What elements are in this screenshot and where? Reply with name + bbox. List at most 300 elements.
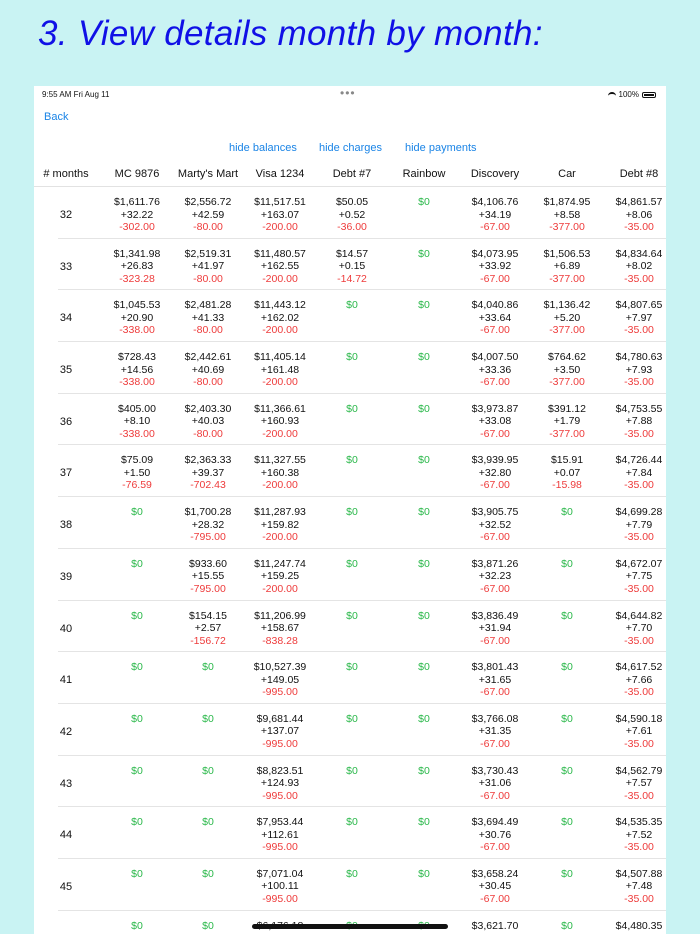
charge-value: +31.65: [478, 673, 512, 686]
zero-balance: $0: [202, 816, 214, 829]
table-row[interactable]: [34, 704, 666, 756]
account-cell: [604, 351, 666, 389]
payment-value: -200.00: [262, 427, 298, 440]
column-header: Car: [558, 168, 576, 180]
account-cell: [173, 920, 243, 933]
table-row[interactable]: [34, 445, 666, 497]
zero-balance: $0: [418, 402, 430, 415]
account-cell: [317, 558, 387, 571]
account-cell: [604, 765, 666, 803]
account-cell: [389, 558, 459, 571]
account-cell: [460, 351, 530, 389]
payment-value: -76.59: [122, 479, 152, 492]
table-row[interactable]: [34, 652, 666, 704]
charge-value: +7.84: [625, 466, 653, 479]
payment-value: -377.00: [549, 221, 585, 233]
zero-balance: $0: [418, 712, 430, 725]
account-cell: [245, 196, 315, 234]
account-cell: [245, 506, 315, 544]
payment-value: -35.00: [624, 221, 654, 233]
payment-value: -67.00: [480, 376, 510, 389]
table-row[interactable]: [34, 756, 666, 808]
account-cell: [102, 454, 172, 492]
account-cell: [173, 506, 243, 544]
balance-value: $3,621.70: [471, 919, 519, 932]
charge-value: +7.70: [625, 622, 653, 634]
payment-value: -67.00: [480, 427, 510, 440]
account-cell: [317, 196, 387, 234]
charge-value: +158.67: [260, 622, 300, 634]
account-cell: [389, 816, 459, 829]
account-cell: [532, 765, 602, 778]
month-number: 39: [59, 570, 73, 583]
balance-value: $3,939.95: [471, 454, 519, 467]
payment-value: -995.00: [262, 892, 298, 905]
charge-value: +7.52: [625, 828, 653, 841]
month-number: 33: [59, 260, 73, 273]
account-cell: [532, 661, 602, 674]
balance-value: $4,672.07: [615, 557, 663, 570]
charge-value: +40.03: [191, 415, 225, 428]
balance-value: $50.05: [335, 196, 369, 208]
account-cell: [604, 610, 666, 648]
table-row[interactable]: [34, 807, 666, 859]
month-number: 38: [59, 519, 73, 532]
account-cell: [389, 610, 459, 623]
charge-value: +7.57: [625, 777, 653, 790]
account-cell: [317, 403, 387, 416]
payment-value: -35.00: [624, 686, 654, 699]
payment-value: -67.00: [480, 324, 510, 337]
account-cell: [317, 816, 387, 829]
month-table: [34, 162, 666, 934]
account-cell: [460, 248, 530, 286]
account-cell: [173, 351, 243, 389]
charge-value: +31.94: [478, 622, 512, 634]
account-cell: [317, 661, 387, 674]
charge-value: +7.66: [625, 673, 653, 686]
balance-value: $933.60: [189, 557, 227, 570]
charge-value: +33.64: [478, 311, 512, 324]
account-cell: [317, 610, 387, 623]
column-header: Visa 1234: [255, 168, 305, 180]
back-button[interactable]: Back: [44, 111, 69, 123]
balance-value: $4,562.79: [615, 764, 663, 777]
account-cell: [460, 765, 530, 803]
zero-balance: $0: [131, 661, 143, 674]
charge-value: +7.97: [625, 311, 653, 324]
column-header: # months: [43, 168, 89, 180]
account-cell: [102, 816, 172, 829]
account-cell: [604, 196, 666, 234]
table-row[interactable]: [34, 239, 666, 291]
account-cell: [604, 713, 666, 751]
payment-value: -67.00: [480, 841, 510, 854]
account-cell: [317, 248, 387, 286]
account-cell: [460, 403, 530, 441]
account-cell: [245, 765, 315, 803]
zero-balance: $0: [131, 816, 143, 829]
table-row[interactable]: [34, 859, 666, 911]
account-cell: [173, 196, 243, 234]
zero-balance: $0: [561, 867, 573, 880]
account-cell: [317, 713, 387, 726]
charge-value: +7.61: [625, 725, 653, 738]
charge-value: +100.11: [261, 880, 299, 893]
zero-balance: $0: [346, 506, 358, 519]
balance-value: $764.62: [548, 351, 586, 364]
account-cell: [460, 610, 530, 648]
month-number: 43: [59, 777, 73, 790]
zero-balance: $0: [418, 816, 430, 829]
balance-value: $4,040.86: [471, 299, 519, 312]
account-cell: [317, 454, 387, 467]
payment-value: -35.00: [624, 427, 654, 440]
payment-value: -200.00: [262, 582, 298, 595]
balance-value: $11,247.74: [254, 557, 306, 570]
payment-value: -35.00: [624, 531, 654, 544]
charge-value: +1.79: [553, 415, 581, 428]
account-cell: [604, 299, 666, 337]
charge-value: +7.88: [625, 415, 653, 428]
zero-balance: $0: [418, 196, 430, 208]
hide-payments-button[interactable]: hide payments: [405, 142, 477, 154]
account-cell: [532, 196, 602, 234]
account-cell: [532, 610, 602, 623]
payment-value: -995.00: [262, 841, 298, 854]
charge-value: +40.69: [191, 363, 225, 376]
account-cell: [317, 765, 387, 778]
payment-value: -35.00: [624, 324, 654, 337]
account-cell: [317, 299, 387, 312]
account-cell: [604, 661, 666, 699]
charge-value: +161.48: [260, 363, 300, 376]
ipad-screen: [34, 86, 666, 934]
charge-value: +8.06: [625, 208, 653, 221]
table-row[interactable]: [34, 394, 666, 446]
account-cell: [389, 765, 459, 778]
charge-value: +162.55: [260, 260, 300, 273]
account-cell: [389, 454, 459, 467]
payment-value: -200.00: [262, 324, 298, 337]
account-cell: [532, 558, 602, 571]
account-cell: [245, 816, 315, 854]
balance-value: $7,071.04: [256, 867, 304, 880]
account-cell: [245, 558, 315, 596]
account-cell: [102, 299, 172, 337]
payment-value: -338.00: [119, 427, 155, 440]
zero-balance: $0: [346, 402, 358, 415]
account-cell: [460, 454, 530, 492]
account-cell: [604, 248, 666, 286]
account-cell: [173, 661, 243, 674]
balance-value: $9,681.44: [256, 712, 304, 725]
account-cell: [102, 868, 172, 881]
balance-value: $1,341.98: [113, 247, 161, 260]
account-cell: [245, 713, 315, 751]
zero-balance: $0: [346, 609, 358, 622]
payment-value: -377.00: [549, 324, 585, 337]
account-cell: [604, 506, 666, 544]
account-cell: [460, 196, 530, 234]
balance-value: $1,136.42: [543, 299, 591, 312]
account-cell: [102, 558, 172, 571]
column-header: MC 9876: [114, 168, 160, 180]
account-cell: [532, 403, 602, 441]
charge-value: +31.06: [478, 777, 512, 790]
account-cell: [245, 351, 315, 389]
account-cell: [532, 248, 602, 286]
account-cell: [389, 299, 459, 312]
balance-value: $2,556.72: [184, 196, 232, 208]
charge-value: +5.20: [553, 311, 581, 324]
balance-value: $3,973.87: [471, 402, 519, 415]
balance-value: $75.09: [120, 454, 154, 467]
payment-value: -338.00: [119, 376, 155, 389]
zero-balance: $0: [131, 712, 143, 725]
account-cell: [532, 920, 602, 933]
payment-value: -377.00: [549, 376, 585, 389]
account-cell: [173, 403, 243, 441]
zero-balance: $0: [346, 867, 358, 880]
account-cell: [102, 196, 172, 234]
balance-value: $1,874.95: [543, 196, 591, 208]
charge-value: +41.33: [191, 311, 225, 324]
month-number: 40: [59, 622, 73, 635]
payment-value: -200.00: [262, 272, 298, 285]
balance-value: $4,507.88: [615, 867, 663, 880]
zero-balance: $0: [418, 764, 430, 777]
balance-value: $4,780.63: [615, 351, 663, 364]
charge-value: +149.05: [260, 673, 300, 686]
account-cell: [245, 661, 315, 699]
hide-charges-button[interactable]: hide charges: [319, 142, 382, 154]
balance-value: $11,517.51: [254, 196, 306, 208]
charge-value: +39.37: [191, 466, 225, 479]
status-bar: [34, 86, 666, 104]
payment-value: -200.00: [262, 376, 298, 389]
zero-balance: $0: [346, 351, 358, 364]
balance-value: $4,644.82: [615, 609, 663, 622]
zero-balance: $0: [346, 712, 358, 725]
account-cell: [102, 403, 172, 441]
zero-balance: $0: [418, 867, 430, 880]
month-number: 45: [59, 880, 73, 893]
balance-value: $4,073.95: [471, 247, 519, 260]
account-cell: [173, 454, 243, 492]
charge-value: +32.23: [478, 570, 512, 583]
balance-value: $4,535.35: [615, 816, 663, 829]
account-cell: [102, 765, 172, 778]
zero-balance: $0: [418, 609, 430, 622]
account-cell: [460, 661, 530, 699]
account-cell: [460, 299, 530, 337]
hide-balances-button[interactable]: hide balances: [229, 142, 297, 154]
charge-value: +160.93: [260, 415, 300, 428]
account-cell: [604, 868, 666, 906]
table-row[interactable]: [34, 290, 666, 342]
account-cell: [532, 351, 602, 389]
account-cell: [389, 713, 459, 726]
month-number: 41: [59, 674, 73, 687]
balance-value: $405.00: [118, 402, 156, 415]
payment-value: -200.00: [262, 221, 298, 233]
toggle-bar: [34, 142, 666, 156]
balance-value: $154.15: [189, 609, 227, 622]
account-cell: [532, 713, 602, 726]
charge-value: +32.22: [120, 208, 154, 221]
account-cell: [173, 610, 243, 648]
balance-value: $3,905.75: [471, 506, 519, 519]
account-cell: [317, 506, 387, 519]
account-cell: [317, 351, 387, 364]
charge-value: +26.83: [120, 260, 154, 273]
payment-value: -67.00: [480, 221, 510, 233]
status-time: 9:55 AM Fri Aug 11: [42, 90, 110, 99]
charge-value: +8.10: [123, 415, 151, 428]
zero-balance: $0: [346, 299, 358, 312]
zero-balance: $0: [418, 454, 430, 467]
account-cell: [604, 558, 666, 596]
charge-value: +28.32: [191, 518, 225, 531]
account-cell: [532, 454, 602, 492]
month-number: 36: [59, 415, 73, 428]
zero-balance: $0: [346, 557, 358, 570]
table-row[interactable]: [34, 497, 666, 549]
charge-value: +137.07: [260, 725, 300, 738]
battery-percent: 100%: [618, 90, 639, 99]
balance-value: $4,807.65: [615, 299, 663, 312]
month-number: 44: [59, 829, 73, 842]
charge-value: +159.82: [260, 518, 300, 531]
account-cell: [460, 868, 530, 906]
column-header: Discovery: [470, 168, 520, 180]
payment-value: -67.00: [480, 479, 510, 492]
account-cell: [389, 506, 459, 519]
multitasking-dots-icon[interactable]: •••: [340, 86, 356, 100]
table-row[interactable]: [34, 342, 666, 394]
month-number: 37: [59, 467, 73, 480]
balance-value: $11,366.61: [254, 402, 306, 415]
account-cell: [245, 403, 315, 441]
charge-value: +8.58: [553, 208, 581, 221]
table-row[interactable]: [34, 601, 666, 653]
balance-value: $4,699.28: [615, 506, 663, 519]
zero-balance: $0: [131, 867, 143, 880]
charge-value: +42.59: [191, 208, 225, 221]
account-cell: [389, 351, 459, 364]
month-number: 35: [59, 364, 73, 377]
payment-value: -795.00: [190, 582, 226, 595]
table-body[interactable]: [34, 187, 666, 934]
table-header: [34, 162, 666, 187]
payment-value: -67.00: [480, 582, 510, 595]
account-cell: [389, 661, 459, 674]
charge-value: +0.15: [338, 260, 366, 273]
account-cell: [173, 299, 243, 337]
charge-value: +124.93: [260, 777, 300, 790]
table-row[interactable]: [34, 549, 666, 601]
payment-value: -67.00: [480, 737, 510, 750]
balance-value: $4,480.35: [615, 919, 663, 932]
zero-balance: $0: [202, 764, 214, 777]
zero-balance: $0: [346, 816, 358, 829]
balance-value: $3,836.49: [471, 609, 519, 622]
balance-value: $4,617.52: [615, 661, 663, 674]
account-cell: [532, 506, 602, 519]
zero-balance: $0: [131, 609, 143, 622]
balance-value: $11,206.99: [254, 609, 306, 622]
zero-balance: $0: [131, 557, 143, 570]
account-cell: [102, 920, 172, 933]
account-cell: [389, 248, 459, 261]
account-cell: [173, 713, 243, 726]
charge-value: +32.52: [478, 518, 512, 531]
payment-value: -67.00: [480, 272, 510, 285]
zero-balance: $0: [418, 247, 430, 260]
balance-value: $11,327.55: [254, 454, 306, 467]
payment-value: -67.00: [480, 686, 510, 699]
zero-balance: $0: [202, 712, 214, 725]
table-row[interactable]: [34, 187, 666, 239]
wifi-icon: [608, 92, 616, 98]
zero-balance: $0: [418, 299, 430, 312]
charge-value: +30.45: [478, 880, 512, 893]
payment-value: -67.00: [480, 531, 510, 544]
charge-value: +112.61: [261, 828, 299, 841]
account-cell: [173, 765, 243, 778]
headline: 3. View details month by month:: [38, 14, 543, 53]
table-row[interactable]: [34, 911, 666, 934]
zero-balance: $0: [561, 764, 573, 777]
balance-value: $11,443.12: [254, 299, 306, 312]
balance-value: $4,753.55: [615, 402, 663, 415]
home-indicator: [252, 924, 448, 929]
zero-balance: $0: [346, 661, 358, 674]
battery-icon: [642, 92, 656, 98]
payment-value: -80.00: [193, 324, 223, 337]
payment-value: -35.00: [624, 582, 654, 595]
balance-value: $15.91: [550, 454, 584, 467]
column-header: Marty's Mart: [177, 168, 239, 180]
account-cell: [460, 713, 530, 751]
payment-value: -995.00: [262, 686, 298, 699]
balance-value: $11,480.57: [254, 247, 306, 260]
payment-value: -995.00: [262, 737, 298, 750]
balance-value: $1,700.28: [184, 506, 232, 519]
account-cell: [532, 299, 602, 337]
charge-value: +33.36: [478, 363, 512, 376]
account-cell: [102, 661, 172, 674]
balance-value: $2,363.33: [184, 454, 232, 467]
payment-value: -80.00: [193, 221, 223, 233]
account-cell: [389, 196, 459, 209]
charge-value: +159.25: [260, 570, 300, 583]
status-right: [608, 90, 656, 99]
payment-value: -200.00: [262, 479, 298, 492]
balance-value: $2,442.61: [184, 351, 232, 364]
balance-value: $11,405.14: [254, 351, 306, 364]
charge-value: +3.50: [553, 363, 581, 376]
charge-value: +31.35: [478, 725, 512, 738]
charge-value: +163.07: [260, 208, 300, 221]
balance-value: $2,519.31: [184, 247, 232, 260]
payment-value: -80.00: [193, 376, 223, 389]
payment-value: -795.00: [190, 531, 226, 544]
zero-balance: $0: [561, 661, 573, 674]
charge-value: +160.38: [260, 466, 300, 479]
zero-balance: $0: [346, 454, 358, 467]
